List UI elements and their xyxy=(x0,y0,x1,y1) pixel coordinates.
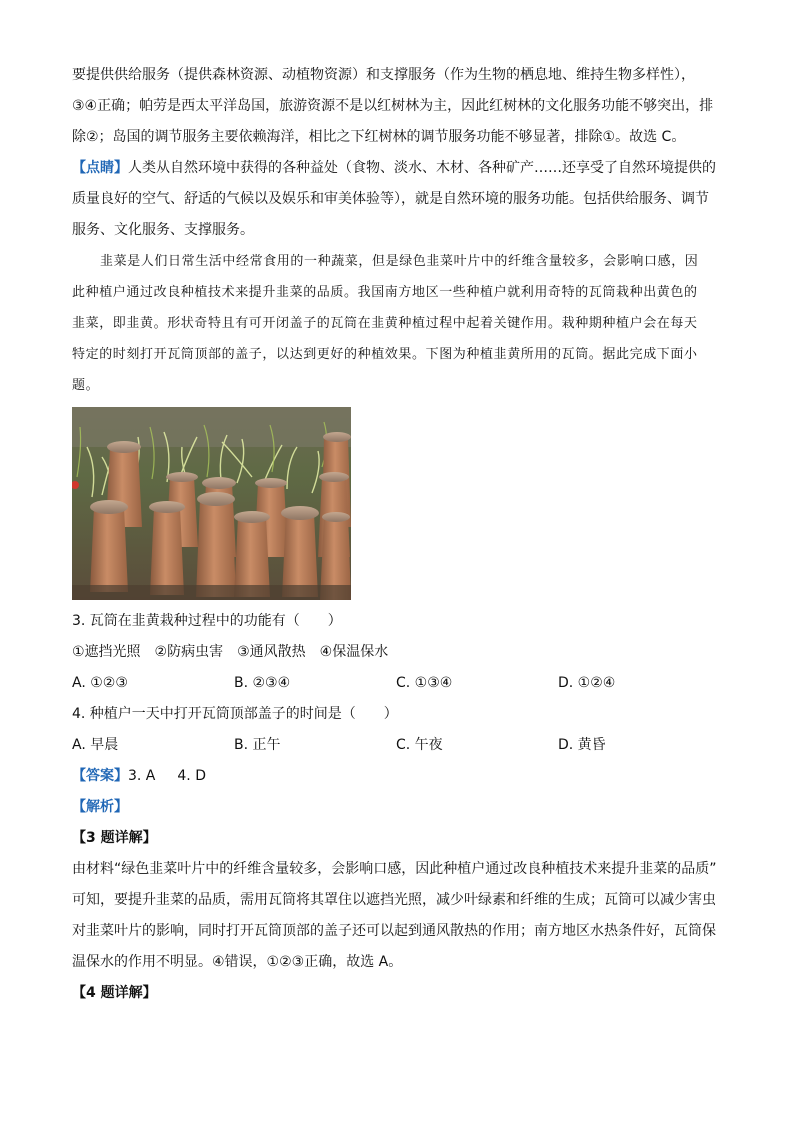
q3-option-c: C. ①③④ xyxy=(396,675,453,691)
dianjing-label: 【点睛】 xyxy=(72,160,128,176)
answer-line xyxy=(72,761,732,792)
tile-tube-photo xyxy=(72,407,351,600)
q3-detail-label: 【3 题详解】 xyxy=(72,830,157,846)
q3-detail-line: 温保水的作用不明显。④错误，①②③正确，故选 A。 xyxy=(72,954,403,970)
para-line: 要提供供给服务（提供森林资源、动植物资源）和支撑服务（作为生物的栖息地、维持生物多样性）， xyxy=(72,67,695,83)
q4-option-d: D. 黄昏 xyxy=(558,737,606,753)
dianjing-line: 质量良好的空气、舒适的气候以及娱乐和审美体验等），就是自然环境的服务功能。包括供给服务、调节 xyxy=(72,191,709,207)
dianjing-line xyxy=(72,153,732,184)
q4-options xyxy=(72,730,732,761)
q3-detail-line: 对韭菜叶片的影响，同时打开瓦筒顶部的盖子还可以起到通风散热的作用；南方地区水热条件好，瓦筒保 xyxy=(72,923,716,939)
material-line: 特定的时刻打开瓦筒顶部的盖子，以达到更好的种植效果。下图为种植韭黄所用的瓦筒。据此完成下面小 xyxy=(72,347,698,362)
q3-detail-line: 由材料“绿色韭菜叶片中的纤维含量较多，会影响口感，因此种植户通过改良种植技术来提升韭菜的品质” xyxy=(72,861,717,877)
q4-stem: 4. 种植户一天中打开瓦筒顶部盖子的时间是（ ） xyxy=(72,706,398,722)
q3-option-d: D. ①②④ xyxy=(558,675,616,691)
q3-detail-line: 可知，要提升韭菜的品质，需用瓦筒将其罩住以遮挡光照，减少叶绿素和纤维的生成；瓦筒可以减少害虫 xyxy=(72,892,716,908)
q4-option-a: A. 早晨 xyxy=(72,737,119,753)
q3-option-a: A. ①②③ xyxy=(72,675,128,691)
q3-options xyxy=(72,668,732,699)
q4-option-b: B. 正午 xyxy=(234,737,281,753)
material-line: 韭菜是人们日常生活中经常食用的一种蔬菜，但是绿色韭菜叶片中的纤维含量较多，会影响口感，因 xyxy=(100,254,699,269)
q3-option-b: B. ②③④ xyxy=(234,675,291,691)
dianjing-line: 服务、文化服务、支撑服务。 xyxy=(72,222,254,238)
material-line: 题。 xyxy=(72,378,100,393)
dianjing-text: 人类从自然环境中获得的各种益处（食物、淡水、木材、各种矿产……还享受了自然环境提供的 xyxy=(128,160,716,176)
para-line: 除②；岛国的调节服务主要依赖海洋，相比之下红树林的调节服务功能不够显著，排除①。故选 C。 xyxy=(72,129,686,145)
document-page xyxy=(72,60,732,1009)
material-line: 韭菜，即韭黄。形状奇特且有可开闭盖子的瓦筒在韭黄种植过程中起着关键作用。栽种期种植户会在每天 xyxy=(72,316,698,331)
q4-option-c: C. 午夜 xyxy=(396,737,443,753)
answer-4: 4. D xyxy=(177,768,206,784)
answer-3: 3. A xyxy=(128,768,156,784)
q3-items: ①遮挡光照 ②防病虫害 ③通风散热 ④保温保水 xyxy=(72,644,389,660)
analysis-label: 【解析】 xyxy=(72,799,128,815)
q4-detail-label: 【4 题详解】 xyxy=(72,985,157,1001)
para-line: ③④正确；帕劳是西太平洋岛国，旅游资源不是以红树林为主，因此红树林的文化服务功能不够突出，排 xyxy=(72,98,714,114)
material-line: 此种植户通过改良种植技术来提升韭菜的品质。我国南方地区一些种植户就利用奇特的瓦筒栽种出黄色的 xyxy=(72,285,698,300)
tile-tube-photo-image xyxy=(72,407,351,600)
answer-label: 【答案】 xyxy=(72,768,128,784)
q3-stem: 3. 瓦筒在韭黄栽种过程中的功能有（ ） xyxy=(72,613,342,629)
